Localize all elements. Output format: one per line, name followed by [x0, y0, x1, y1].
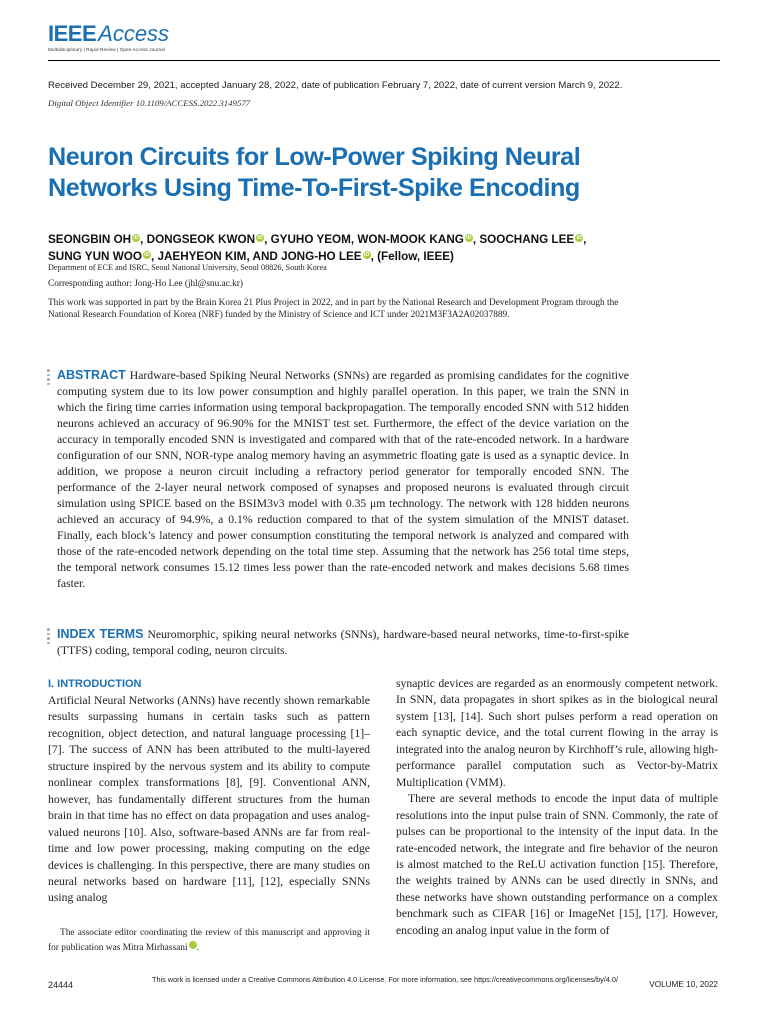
corresponding-author: Corresponding author: Jong-Ho Lee (jhl@snu.ac.kr) — [48, 279, 243, 289]
author-5: SOOCHANG LEE — [479, 233, 575, 246]
paper-title — [48, 142, 728, 204]
intro-paragraph-2: synaptic devices are regarded as an enormously competent network. In SNN, data propagates in short spikes as in the biological neural system [13], [14]. Such short pulses perform a read operation on each synaptic device, and the total current flowing in the array is integrated into the analog neuron by Kirchhoff’s rule, allowing high-performance parallel computation such as Vector-by-Matrix Multiplication (VMM). — [396, 677, 718, 789]
header-rule — [48, 60, 720, 61]
title-line-1: Neuron Circuits for Low-Power Spiking Neural — [48, 143, 581, 171]
author-8-suffix: , (Fellow, IEEE) — [370, 250, 454, 263]
author-1: SEONGBIN OH — [48, 233, 132, 246]
logo-access: Access — [98, 21, 170, 46]
intro-paragraph-3: There are several methods to encode the input data of multiple resolutions into the input pulse train of SNN. Commonly, the rate of pulses can be proportional to the intensity of the input data. In the rate-encoded network, the integrate and fire behavior of the neuron is almost matched to the ReLU activation function [15]. Therefore, the weights trained by ANNs can be used directly in SNNs, and these networks have shown outstanding performance on a complex benchmark such as CIFAR [16] or ImageNet [15], [17]. However, encoding an analog input value in the form of — [396, 792, 718, 937]
author-8: AND JONG-HO LEE — [252, 250, 362, 263]
volume-label: VOLUME 10, 2022 — [649, 980, 718, 989]
funding-statement: This work was supported in part by the Brain Korea 21 Plus Project in 2022, and in part by the National Research and Development Program through the National Research Foundation of Korea (NRF) funded by the Ministry of Science and ICT under 2021M3F3A2A02037889. — [48, 298, 619, 320]
index-terms-text: Neuromorphic, spiking neural networks (SNNs), hardware-based neural networks, time-to-first-spike (TTFS) coding, temporal coding, neuron circuits. — [57, 628, 629, 657]
orcid-icon[interactable]: iD — [144, 252, 150, 258]
intro-paragraph-1: Artificial Neural Networks (ANNs) have recently shown remarkable results surpassing humans in certain tasks such as pattern recognition, object detection, and natural language processing [1]–[7]. The success of ANN has been attributed to the multi-layered structure inspired by the nervous system and its ability to compute nonlinear complex transformations [8], [9]. Conventional ANN, however, has fundamentally different structures from the human brain in that time has no effect on data propagation and uses analog-valued neurons [10]. Also, software-based ANNs are far from real-time and low power processing, making computing on the edge devices is challenging. In this perspective, there are many studies on neural networks based on hardware [11], [12], especially SNNs using analog — [48, 694, 370, 905]
editor-note-text: The associate editor coordinating the review of this manuscript and approving it for publication was Mitra Mirhassani — [48, 928, 370, 953]
journal-tagline: Multidisciplinary | Rapid Review | Open Access Journal — [48, 47, 166, 52]
orcid-icon[interactable]: iD — [466, 235, 472, 241]
editor-note: The associate editor coordinating the review of this manuscript and approving it for publication was Mitra Mirhassani iD. — [48, 928, 370, 953]
abstract-text: Hardware-based Spiking Neural Networks (SNNs) are regarded as promising candidates for the cognitive computing system due to its low power consumption and highly parallel operation. In this paper, we train the SNN in which the firing time carries information using temporal backpropagation. The temporally encoded SNN with 512 hidden neurons achieved an accuracy of 96.90% for the MNIST test set. Furthermore, the effect of the device variation on the accuracy in temporally encoded SNN is investigated and compared with that of the rate-encoded network. In a hardware configuration of our SNN, NOR-type analog memory having an asymmetric floating gate is used as a synaptic device. In addition, we propose a neuron circuit including a refractory period generator for temporally encoded SNN. The performance of the 2-layer neural network composed of synapses and proposed neurons is evaluated through circuit simulation using SPICE based on the BSIM3v3 model with 0.35 μm technology. The network with 128 hidden neurons achieved an accuracy of 94.9%, a 0.1% reduction compared to that of the system simulation of the MNIST dataset. Finally, each block’s latency and power consumption constituting the temporal network is analyzed and compared with those of the rate-encoded network depending on the total time step. Assuming that the network has 256 total time steps, the temporal network consumes 15.12 times less power than the rate-encoded network and makes decisions 5.68 times faster. — [57, 369, 629, 590]
index-terms-dots-icon — [47, 628, 50, 646]
affiliation: Department of ECE and ISRC, Seoul National University, Seoul 08826, South Korea — [48, 263, 327, 272]
abstract — [57, 367, 629, 592]
license-statement: This work is licensed under a Creative Commons Attribution 4.0 License. For more information, see https://creativecommons.org/licenses/by/4.0/ — [152, 975, 618, 984]
abstract-heading: ABSTRACT — [57, 368, 126, 382]
orcid-icon[interactable]: iD — [133, 235, 139, 241]
logo-ieee: IEEE — [48, 21, 97, 46]
received-dates: Received December 29, 2021, accepted January 28, 2022, date of publication February 7, 2022, date of current version March 9, 2022. — [48, 80, 623, 91]
journal-logo — [48, 22, 169, 52]
author-7: JAEHYEON KIM — [157, 250, 247, 263]
author-6: SUNG YUN WOO — [48, 250, 142, 263]
orcid-icon[interactable]: iD — [363, 252, 370, 258]
page-number: 24444 — [48, 980, 74, 990]
column-right — [396, 676, 718, 939]
author-3: GYUHO YEOM — [270, 233, 351, 246]
orcid-icon[interactable]: iD — [576, 235, 582, 241]
section-heading-introduction: I. INTRODUCTION — [48, 678, 142, 690]
doi[interactable]: Digital Object Identifier 10.1109/ACCESS.2022.3149577 — [48, 98, 251, 108]
orcid-icon[interactable]: iD — [257, 235, 263, 241]
author-list: SEONGBIN OH iD, DONGSEOK KWON iD, GYUHO YEOM, WON-MOOK KANG iD, SOOCHANG LEE iD, SUNG YUN WOO iD, JAEHYEON KIM, AND JONG-HO LEE iD, (Fellow, IEEE) — [48, 233, 587, 263]
index-terms-heading: INDEX TERMS — [57, 627, 144, 641]
title-line-2: Networks Using Time-To-First-Spike Encoding — [48, 174, 580, 202]
abstract-dots-icon — [47, 369, 50, 387]
orcid-icon[interactable]: iD — [189, 941, 197, 949]
index-terms — [57, 626, 629, 659]
author-2: DONGSEOK KWON — [146, 233, 256, 246]
author-4: WON-MOOK KANG — [357, 233, 464, 246]
column-left — [48, 676, 370, 907]
